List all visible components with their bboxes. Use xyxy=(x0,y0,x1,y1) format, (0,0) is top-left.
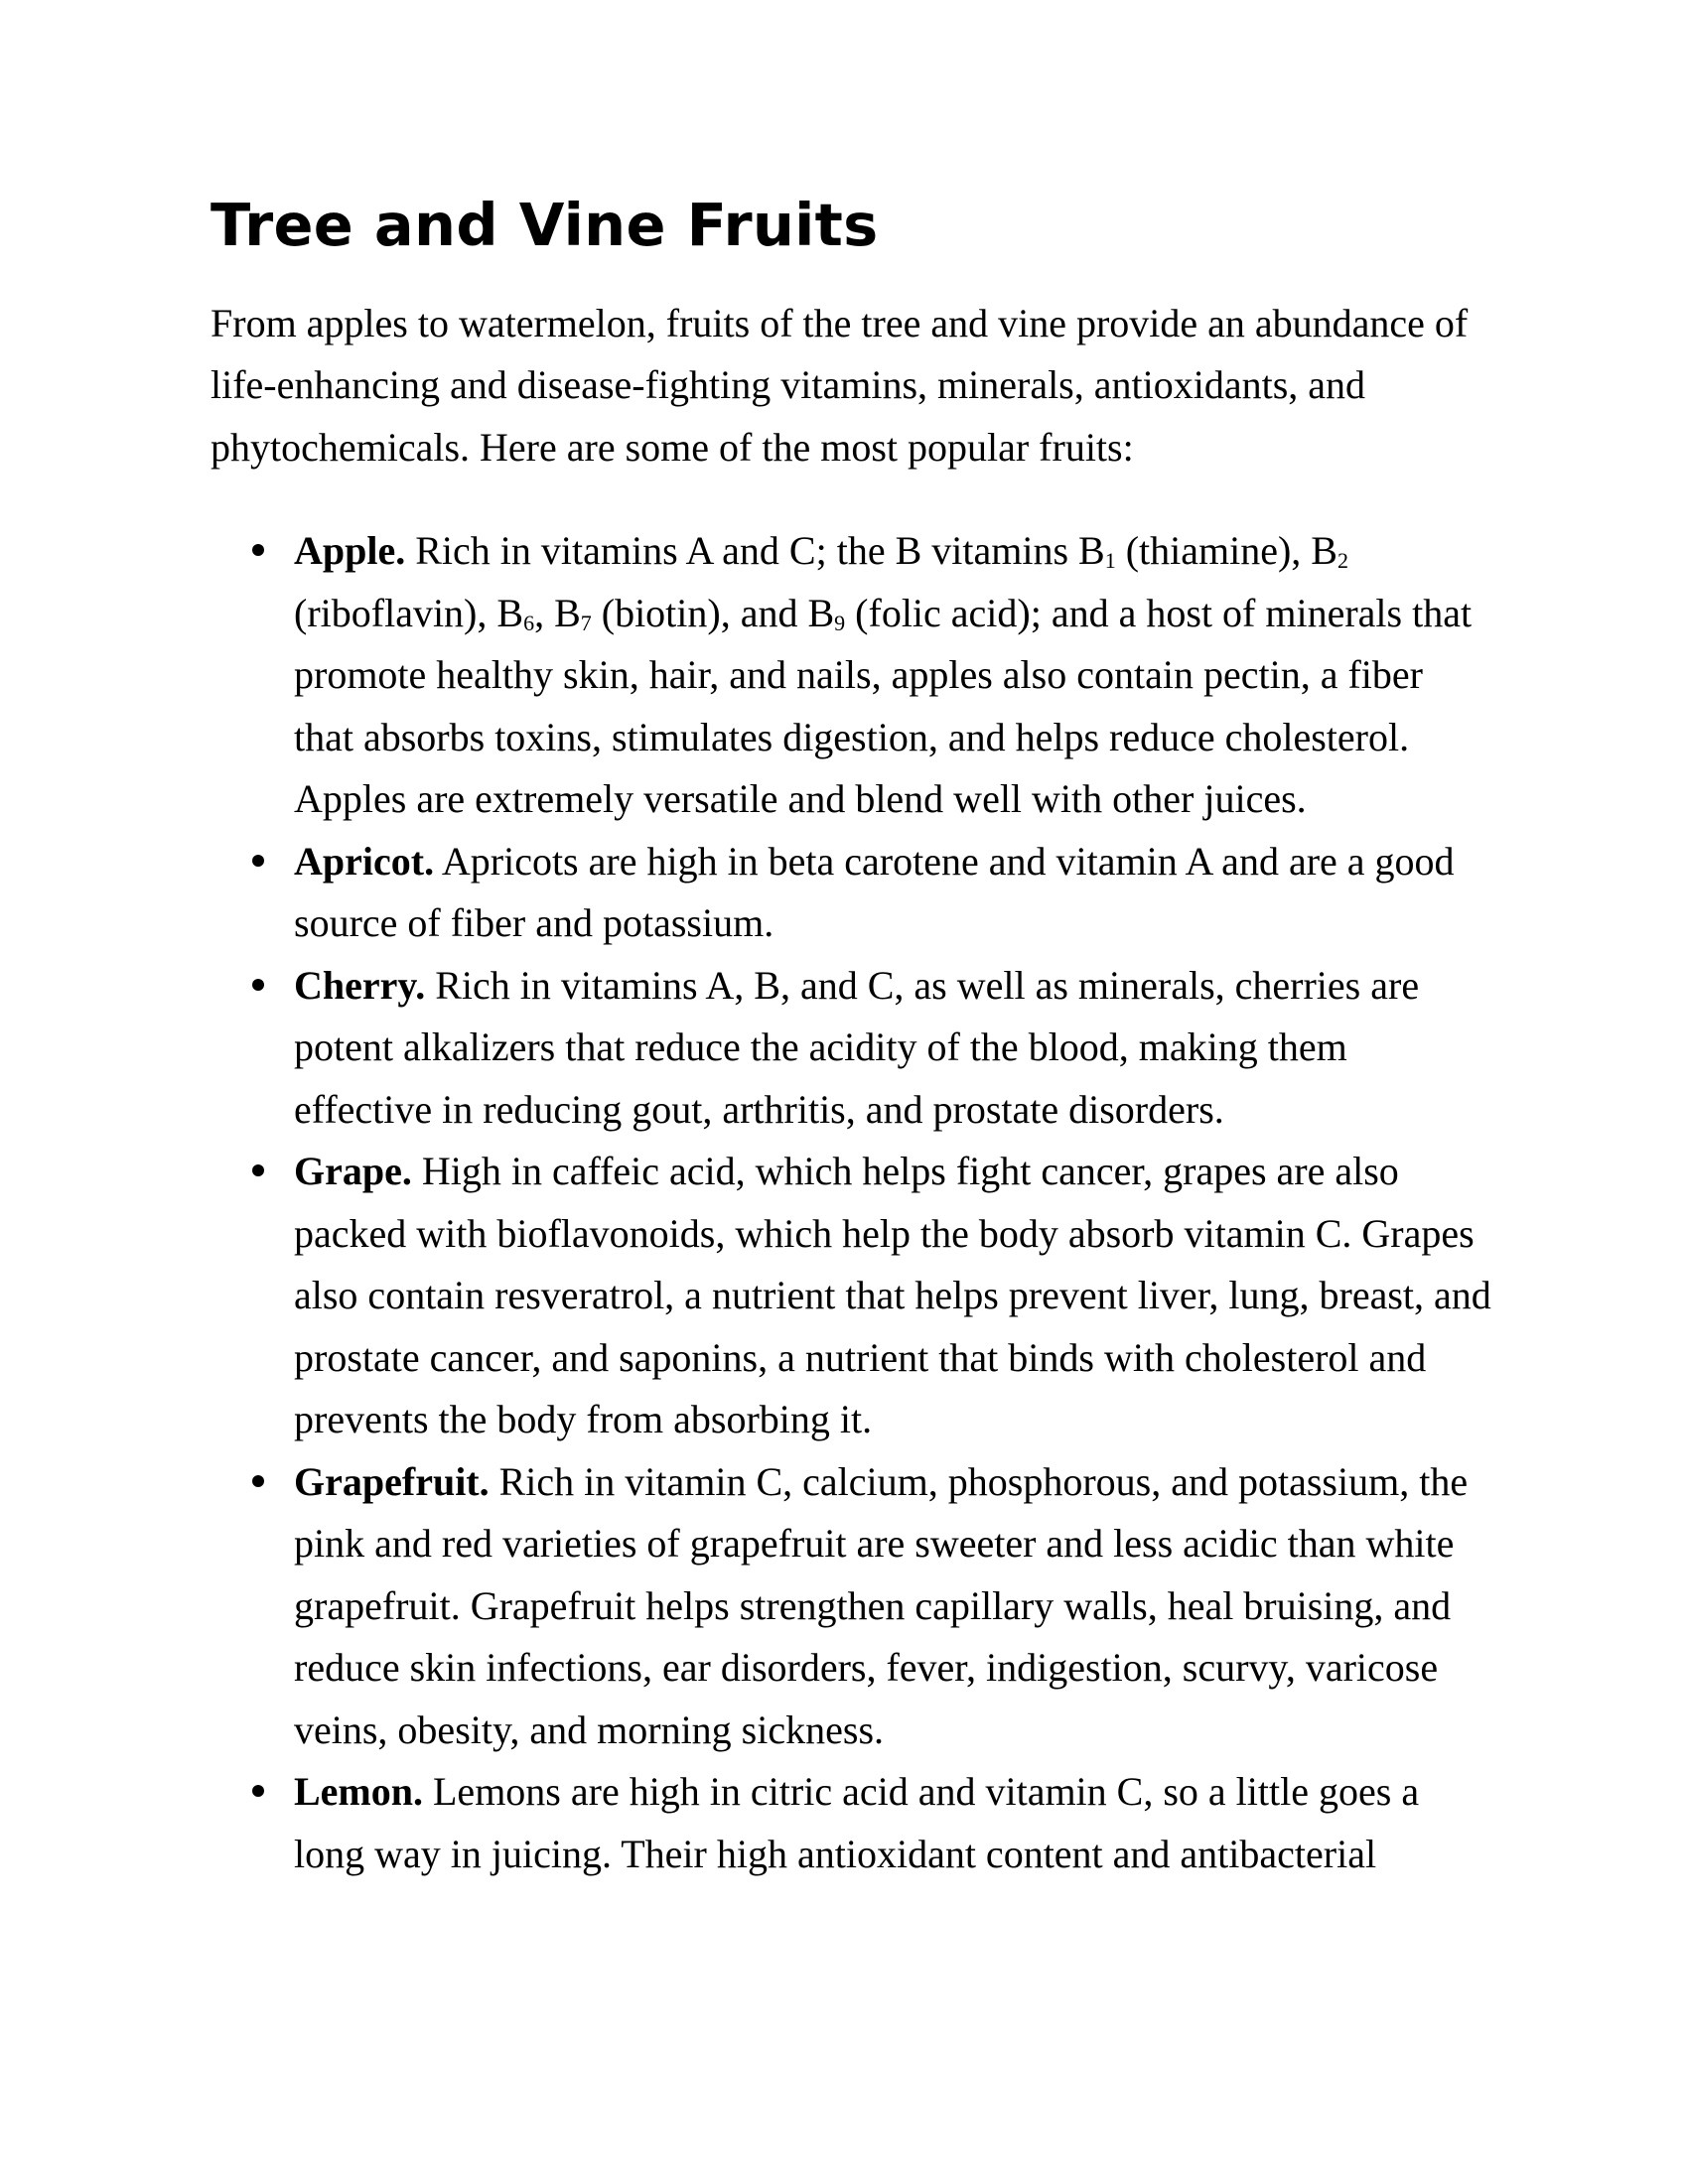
fruit-term: Grape. xyxy=(294,1149,412,1194)
bullet-icon xyxy=(252,979,264,991)
bullet-icon xyxy=(252,1785,264,1797)
fruit-term: Cherry. xyxy=(294,962,426,1008)
fruit-description: Rich in vitamins A, B, and C, as well as minerals, cherries are potent alkalizers that reduce the acidity of the blood, making them effective in reducing gout, arthritis, and prostate disorders. xyxy=(294,962,1420,1132)
subscript: 6 xyxy=(523,610,535,635)
list-item-apple xyxy=(294,520,1491,831)
fruit-term: Apricot. xyxy=(294,838,435,884)
bullet-icon xyxy=(252,1475,264,1487)
fruit-description: (folic acid); and a host of minerals that promote healthy skin, hair, and nails, apples also contain pectin, a fiber that absorbs toxins, stimulates digestion, and helps reduce cholesterol. Apples are extremely versatile and blend well with other juices. xyxy=(294,590,1473,822)
list-item-apricot xyxy=(294,831,1491,955)
list-item-grape xyxy=(294,1141,1491,1451)
fruit-description: (biotin), and B xyxy=(591,590,835,635)
fruit-description: Rich in vitamins A and C; the B vitamins B xyxy=(405,528,1105,574)
bullet-icon xyxy=(252,544,264,556)
subscript: 2 xyxy=(1336,548,1348,574)
subscript: 9 xyxy=(834,610,846,635)
subscript: 1 xyxy=(1104,548,1116,574)
fruit-description: High in caffeic acid, which helps fight cancer, grapes are also packed with bioflavonoids, which help the body absorb vitamin C. Grapes also contain resveratrol, a nutrient that helps prevent liver, lung, breast, and prostate cancer, and saponins, a nutrient that binds with cholesterol and prevents the body from absorbing it. xyxy=(294,1149,1491,1442)
bullet-icon xyxy=(252,855,264,867)
bullet-icon xyxy=(252,1164,264,1176)
fruit-term: Lemon. xyxy=(294,1769,423,1815)
list-item-cherry xyxy=(294,955,1491,1142)
fruit-description: , B xyxy=(534,590,581,635)
intro-paragraph: From apples to watermelon, fruits of the tree and vine provide an abundance of life-enhancing and disease-fighting vitamins, minerals, antioxidants, and phytochemicals. Here are some of the most popular fruits: xyxy=(211,300,1469,470)
fruit-description: Apricots are high in beta carotene and vitamin A and are a good source of fiber and potassium. xyxy=(294,838,1455,946)
list-item-lemon xyxy=(294,1761,1491,1885)
page-title: Tree and Vine Fruits xyxy=(211,191,879,259)
subscript: 7 xyxy=(580,610,592,635)
fruit-list xyxy=(211,520,1491,1885)
fruit-description: Lemons are high in citric acid and vitamin C, so a little goes a long way in juicing. Their high antioxidant content and antibacterial xyxy=(294,1769,1420,1876)
fruit-term: Apple. xyxy=(294,528,406,574)
document-page xyxy=(211,191,1491,1885)
fruit-term: Grapefruit. xyxy=(294,1458,490,1504)
fruit-description: (thiamine), B xyxy=(1115,528,1337,574)
fruit-description: Rich in vitamin C, calcium, phosphorous, and potassium, the pink and red varieties of grapefruit are sweeter and less acidic than white grapefruit. Grapefruit helps strengthen capillary walls, heal bruising, and reduce skin infections, ear disorders, fever, indigestion, scurvy, varicose veins, obesity, and morning sickness. xyxy=(294,1458,1469,1752)
list-item-grapefruit xyxy=(294,1451,1491,1762)
fruit-description: (riboflavin), B xyxy=(294,590,524,635)
